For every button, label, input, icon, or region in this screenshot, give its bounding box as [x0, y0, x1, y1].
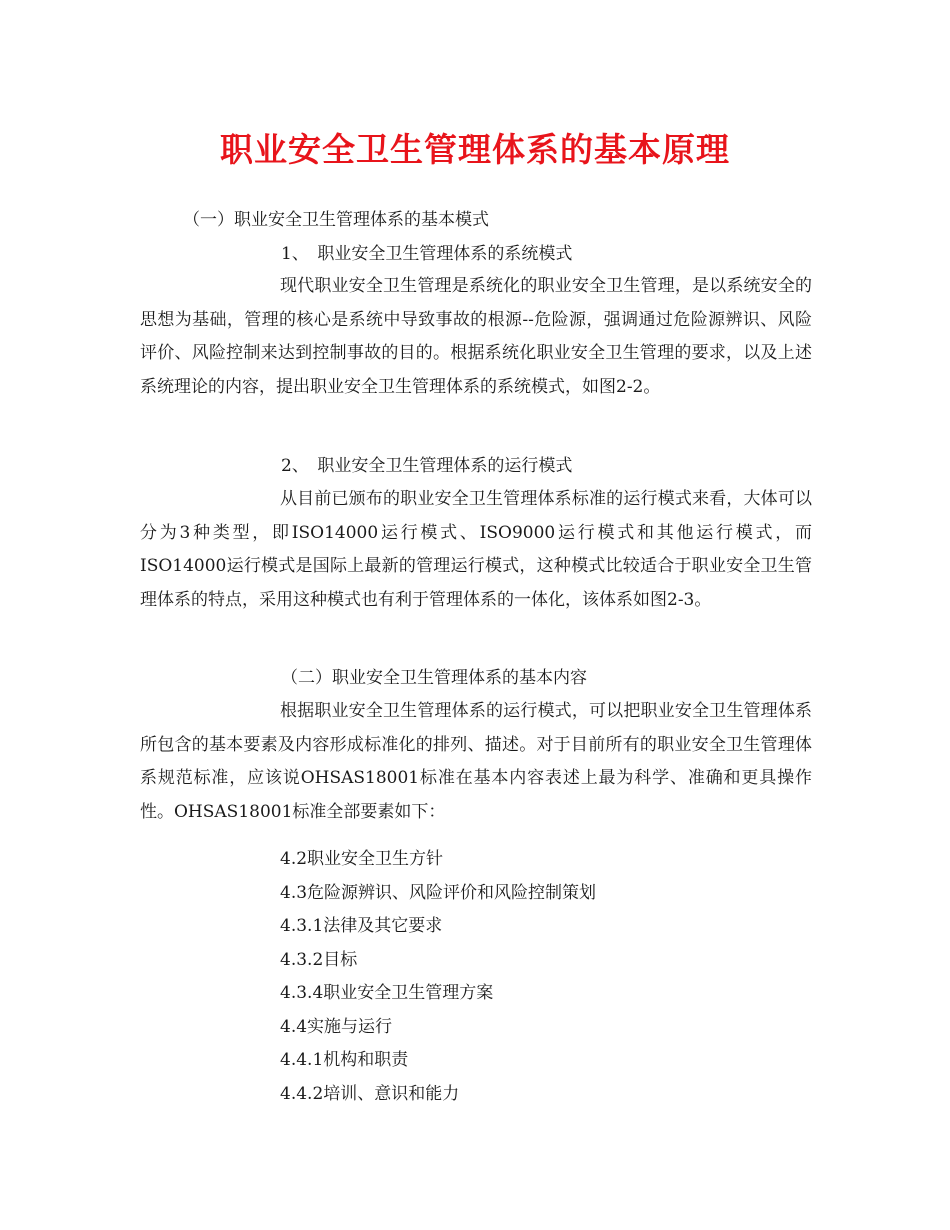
list-item: 4.3.4职业安全卫生管理方案 [280, 983, 494, 1003]
document-title: 职业安全卫生管理体系的基本原理 [220, 130, 730, 169]
list-item: 4.4.2培训、意识和能力 [280, 1083, 460, 1104]
list-item: 4.3.2目标 [280, 949, 358, 970]
paragraph-basic-content: 根据职业安全卫生管理体系的运行模式，可以把职业安全卫生管理体系所包含的基本要素及内容形成标准化的排列、描述。对于目前所有的职业安全卫生管理体系规范标准，应该说OHSAS18001标准在基本内容表述上最为科学、准确和更具操作性。OHSAS18001标准全部要素如下： [140, 701, 812, 822]
paragraph-system-model: 现代职业安全卫生管理是系统化的职业安全卫生管理，是以系统安全的思想为基础，管理的核心是系统中导致事故的根源--危险源，强调通过危险源辨识、风险评价、风险控制来达到控制事故的目的。根据系统化职业安全卫生管理的要求，以及上述系统理论的内容，提出职业安全卫生管理体系的系统模式，如图2-2。 [140, 276, 812, 397]
subsection-heading-2: 2、 职业安全卫生管理体系的运行模式 [281, 456, 573, 476]
subsection-heading-1: 1、 职业安全卫生管理体系的系统模式 [281, 244, 573, 264]
element-list [280, 843, 596, 1111]
list-item: 4.2职业安全卫生方针 [280, 849, 444, 869]
section-heading-2: （二）职业安全卫生管理体系的基本内容 [281, 668, 587, 688]
list-item: 4.3.1法律及其它要求 [280, 916, 443, 936]
list-item: 4.4实施与运行 [280, 1016, 393, 1037]
section-heading-1: （一）职业安全卫生管理体系的基本模式 [183, 210, 489, 230]
list-item: 4.3危险源辨识、风险评价和风险控制策划 [280, 882, 597, 903]
list-item: 4.4.1机构和职责 [280, 1050, 409, 1070]
paragraph-operation-model: 从目前已颁布的职业安全卫生管理体系标准的运行模式来看，大体可以分为3种类型，即ISO14000运行模式、ISO9000运行模式和其他运行模式，而ISO14000运行模式是国际上最新的管理运行模式，这种模式比较适合于职业安全卫生管理体系的特点，采用这种模式也有利于管理体系的一体化，该体系如图2-3。 [140, 489, 812, 610]
